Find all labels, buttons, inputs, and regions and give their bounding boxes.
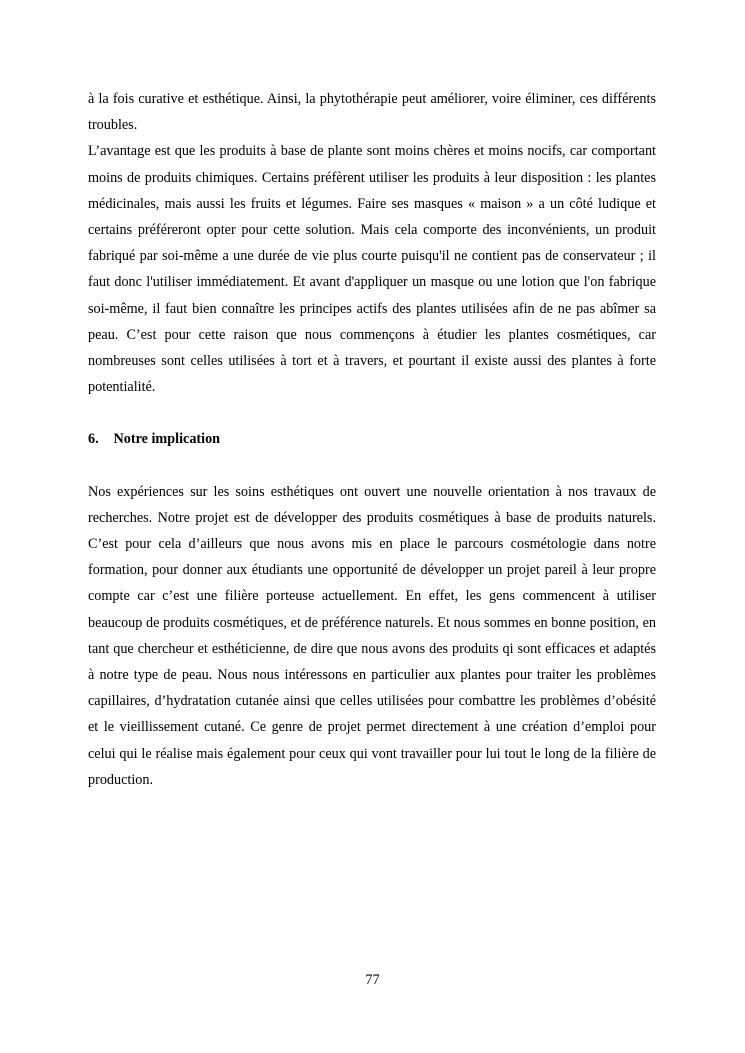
page-number: 77 [365, 972, 380, 988]
document-body [88, 86, 656, 793]
paragraph-phytotherapy-intro: à la fois curative et esthétique. Ainsi, la phytothérapie peut améliorer, voire éliminer, ces différents troubles. [88, 91, 656, 134]
section-heading [88, 426, 656, 452]
section-title: Notre implication [113, 431, 221, 448]
section-number: 6. [88, 431, 99, 448]
paragraph-plant-products-advantages: L’avantage est que les produits à base de plante sont moins chères et moins nocifs, car comportant moins de produits chimiques. Certains préfèrent utiliser les produits à leur disposition : les plantes médicinales, mais aussi les fruits et légumes. Faire ses masques « maison » a un côté ludique et certains préféreront opter pour cette solution. Mais cela comporte des inconvénients, un produit fabriqué par soi-même a une durée de vie plus courte puisqu'il ne contient pas de conservateur ; il faut donc l'utiliser immédiatement. Et avant d'appliquer un masque ou une lotion que l'on fabrique soi-même, il faut bien connaître les principes actifs des plantes utilisées afin de ne pas abîmer sa peau. C’est pour cette raison que nous commençons à étudier les plantes cosmétiques, car nombreuses sont celles utilisées à tort et à travers, et pourtant il existe aussi des plantes à forte potentialité. [88, 143, 656, 396]
paragraph-our-involvement: Nos expériences sur les soins esthétiques ont ouvert une nouvelle orientation à nos travaux de recherches. Notre projet est de développer des produits cosmétiques à base de produits naturels. C’est pour cela d’ailleurs que nous avons mis en place le parcours cosmétologie dans notre formation, pour donner aux étudiants une opportunité de développer un projet pareil à leur propre compte car c’est une filière porteuse actuellement. En effet, les gens commencent à utiliser beaucoup de produits cosmétiques, et de préférence naturels. Et nous sommes en bonne position, en tant que chercheur et esthéticienne, de dire que nous avons des produits qi sont efficaces et adaptés à notre type de peau. Nous nous intéressons en particulier aux plantes pour traiter les problèmes capillaires, d’hydratation cutanée ainsi que celles utilisées pour combattre les problèmes d’obésité et le vieillissement cutané. Ce genre de projet permet directement à une création d’emploi pour celui qui le réalise mais également pour ceux qui vont travailler pour lui tout le long de la filière de production. [88, 483, 656, 788]
